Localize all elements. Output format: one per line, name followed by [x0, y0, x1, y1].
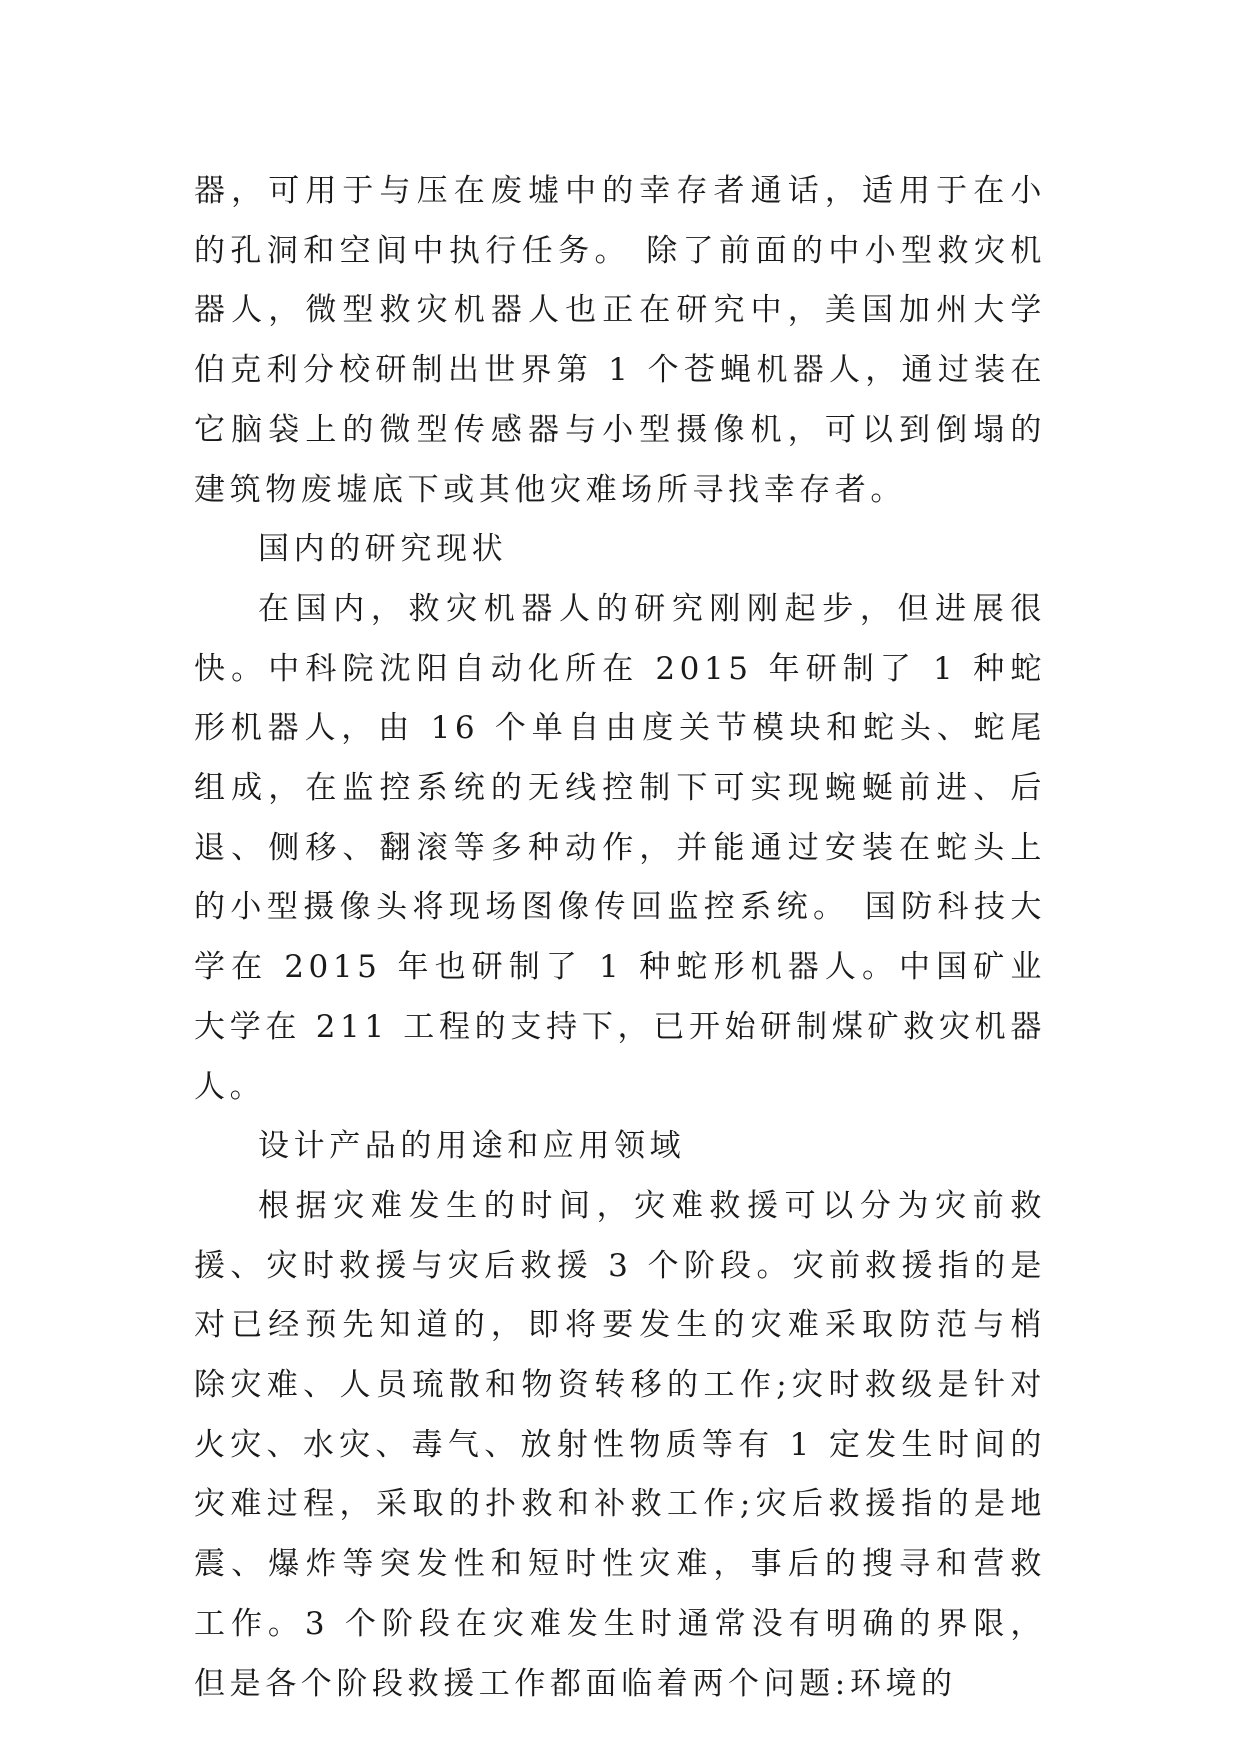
- body-paragraph-3: 根据灾难发生的时间，灾难救援可以分为灾前救援、灾时救援与灾后救援 3 个阶段。灾前救援指的是对已经预先知道的，即将要发生的灾难采取防范与梢除灾难、人员琉散和物资转移的工作;灾时救级是针对火灾、水灾、毒气、放射性物质等有 1 定发生时间的灾难过程，采取的扑救和补救工作;灾后救援指的是地震、爆炸等突发性和短时性灾难，事后的搜寻和营救工作。3 个阶段在灾难发生时通常没有明确的界限，但是各个阶段救援工作都面临着两个问题:环境的: [194, 1187, 1046, 1702]
- section-heading-product-usage: 设计产品的用途和应用领域: [258, 1128, 686, 1165]
- body-paragraph-1: 器，可用于与压在废墟中的幸存者通话，适用于在小的孔洞和空间中执行任务。 除了前面的中小型救灾机器人，微型救灾机器人也正在研究中，美国加州大学伯克利分校研制出世界第 1 个苍蝇机器人，通过装在它脑袋上的微型传感器与小型摄像机，可以到倒塌的建筑物废墟底下或其他灾难场所寻找幸存者。: [194, 173, 1046, 508]
- body-paragraph-2: 在国内，救灾机器人的研究刚刚起步，但进展很快。中科院沈阳自动化所在 2015 年研制了 1 种蛇形机器人，由 16 个单自由度关节模块和蛇头、蛇尾组成，在监控系统的无线控制下可实现蜿蜒前进、后退、侧移、翻滚等多种动作，并能通过安装在蛇头上的小型摄像头将现场图像传回监控系统。 国防科技大学在 2015 年也研制了 1 种蛇形机器人。中国矿业大学在 211 工程的支持下，已开始研制煤矿救灾机器人。: [194, 590, 1046, 1105]
- document-page: [194, 162, 1046, 1714]
- section-heading-domestic-research: 国内的研究现状: [258, 531, 508, 568]
